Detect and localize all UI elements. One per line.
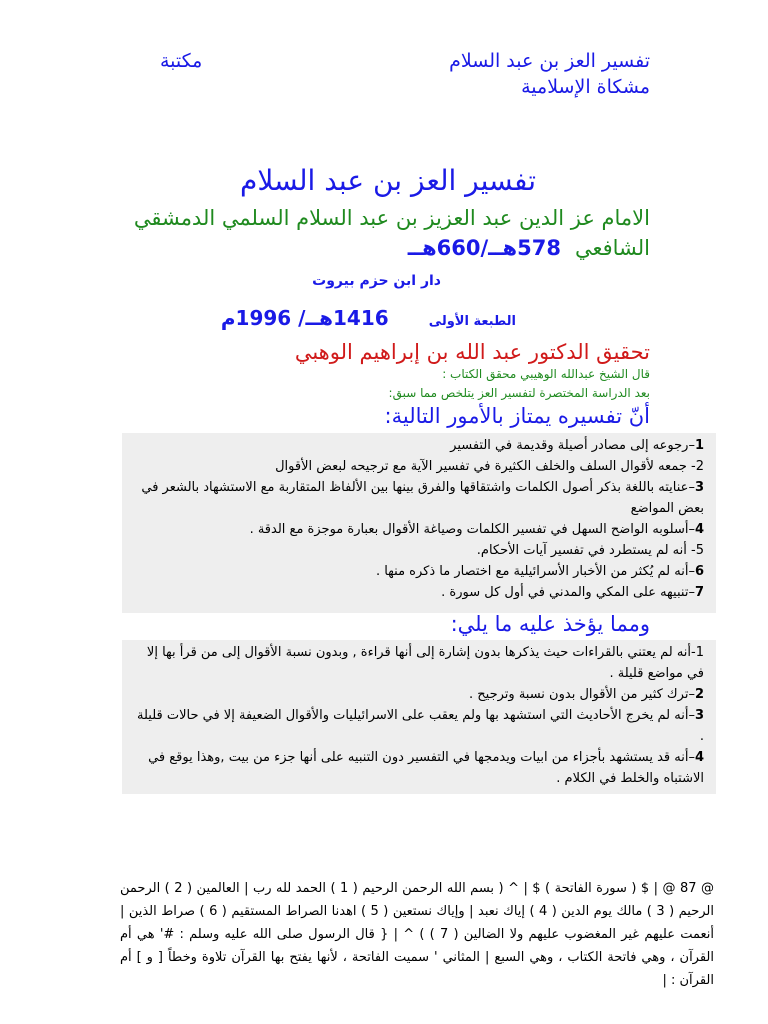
- edition-line: [221, 306, 516, 330]
- publisher: دار ابن حزم بيروت: [312, 273, 441, 289]
- list-item: [130, 540, 704, 561]
- item-text: - أنه لم يستطرد في تفسير آيات الأحكام.: [476, 543, 696, 558]
- item-number: 2: [695, 459, 704, 474]
- list-item: [130, 582, 704, 603]
- list-item: [130, 705, 704, 747]
- item-number: 2: [694, 687, 704, 702]
- item-number: 3: [694, 480, 704, 495]
- book-title: تفسير العز بن عبد السلام: [240, 164, 536, 197]
- item-number: 4: [694, 522, 704, 537]
- virtues-list: [122, 433, 716, 613]
- item-number: 1: [695, 645, 704, 660]
- list-item: [130, 456, 704, 477]
- item-text: –أسلوبه الواضح السهل في تفسير الكلمات وصياغة الأقوال بعبارة موجزة مع الدقة .: [249, 522, 695, 537]
- virtues-heading: أنّ تفسيره يمتاز بالأمور التالية:: [384, 404, 650, 428]
- list-item: [130, 561, 704, 582]
- author-madhhab: [408, 236, 650, 260]
- item-text: –ترك كثير من الأقوال بدون نسبة وترجيح .: [469, 687, 695, 702]
- tafsir-excerpt: [120, 877, 714, 992]
- edition-label: الطبعة الأولى: [428, 314, 516, 329]
- list-item: [130, 477, 704, 519]
- header-library-word: مكتبة: [160, 50, 203, 72]
- item-text: –أنه لم يُكثر من الأخبار الأسرائيلية مع اختصار ما ذكره منها .: [375, 564, 695, 579]
- editor-credit: تحقيق الدكتور عبد الله بن إبراهيم الوهبي: [294, 340, 650, 364]
- item-text: –رجوعه إلى مصادر أصيلة وقديمة في التفسير: [450, 438, 695, 453]
- list-item: [130, 684, 704, 705]
- author-name: الامام عز الدين عبد العزيز بن عبد السلام السلمي الدمشقي: [133, 206, 650, 230]
- edition-year: 1416هــ/ 1996م: [220, 306, 389, 330]
- header-book-title: تفسير العز بن عبد السلام: [449, 50, 650, 72]
- list-item: [130, 642, 704, 684]
- item-text: –تنبيهه على المكي والمدني في أول كل سورة .: [441, 585, 695, 600]
- header-library-name: مشكاة الإسلامية: [521, 76, 650, 98]
- list-item: [130, 747, 704, 789]
- item-text: - جمعه لأقوال السلف والخلف الكثيرة في تفسير الآية مع ترجيحه لبعض الأقوال: [275, 459, 696, 474]
- item-text: -أنه لم يعتني بالقراءات حيث يذكرها بدون إشارة إلى أنها قراءة , وبدون نسبة الأقوال إلى من قرأ بها إلا في مواضع قليلة .: [146, 645, 704, 681]
- item-number: 6: [694, 564, 704, 579]
- summary-note: بعد الدراسة المختصرة لتفسير العز يتلخص مما سبق:: [388, 386, 650, 400]
- item-text: –أنه قد يستشهد بأجزاء من ابيات ويدمجها في التفسير دون التنبيه على أنها جزء من بيت ,وهذا يوقع في الاشتباه والخلط في الكلام .: [148, 750, 704, 786]
- author-madhhab-text: الشافعي: [574, 236, 650, 260]
- list-item: [130, 435, 704, 456]
- author-dates: 578هــ/660هــ: [407, 236, 561, 260]
- item-text: –أنه لم يخرج الأحاديث التي استشهد بها ولم يعقب على الاسرائيليات والأقوال الضعيفة إلا في حالات قليلة .: [137, 708, 704, 744]
- item-text: –عنايته باللغة بذكر أصول الكلمات واشتقاقها والفرق بينها بين الألفاظ المتقاربة مع الاستشهاد بالشعر في بعض المواضع: [141, 480, 704, 516]
- criticisms-heading: ومما يؤخذ عليه ما يلي:: [450, 612, 650, 636]
- item-number: 7: [694, 585, 704, 600]
- criticisms-list: [122, 640, 716, 794]
- list-item: [130, 519, 704, 540]
- item-number: 4: [694, 750, 704, 765]
- tafsir-excerpt-text: @ 87 @ | $ ( سورة الفاتحة ) $ | ^ ( بسم الله الرحمن الرحيم ( 1 ) الحمد لله رب | العالمين ( 2 ) الرحمن الرحيم ( 3 ) مالك يوم الدين ( 4 ) إياك نعبد | وإياك نستعين ( 5 ) اهدنا الصراط المستقيم ( 6 ) صراط الذين | أنعمت عليهم غير المغضوب عليهم ولا الضالين ( 7 ) ) ^ | { قال الرسول صلى الله عليه وسلم : #' هي أم القرآن ، وهي فاتحة الكتاب ، وهي السبع | المثاني ' سميت الفاتحة ، لأنها يفتح بها القرآن تلاوة وخطاً [ و ] أم القرآن : |: [120, 881, 715, 988]
- editor-note: قال الشيخ عبدالله الوهيبي محقق الكتاب :: [442, 367, 650, 381]
- item-number: 5: [695, 543, 704, 558]
- item-number: 1: [694, 438, 704, 453]
- item-number: 3: [694, 708, 704, 723]
